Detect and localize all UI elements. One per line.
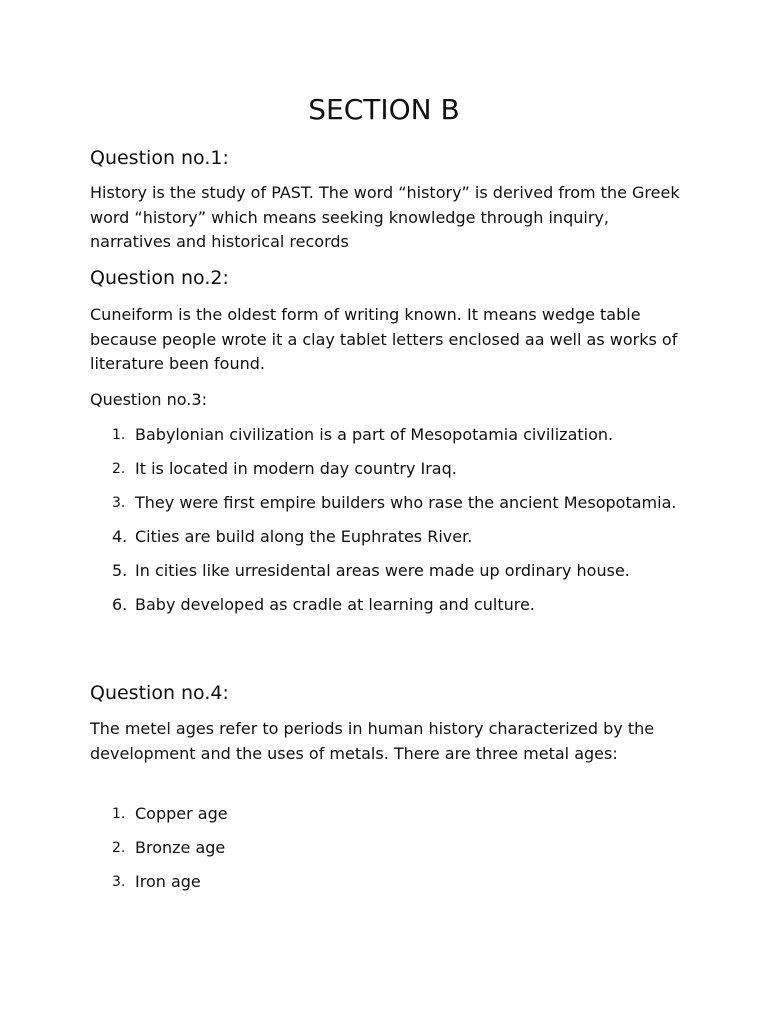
- question-2-heading: Question no.2:: [90, 267, 229, 289]
- list-item: [90, 870, 690, 894]
- list-item-number: 2.: [112, 840, 126, 856]
- question-3-list: [90, 423, 690, 617]
- list-item-number: 1.: [112, 806, 126, 822]
- list-item: [90, 457, 690, 481]
- list-item-number: 2.: [112, 461, 126, 477]
- list-item-text: It is located in modern day country Iraq.: [135, 459, 457, 478]
- list-item: [90, 802, 690, 826]
- section-title: SECTION B: [308, 93, 460, 126]
- list-item-text: In cities like urresidental areas were made up ordinary house.: [135, 561, 630, 580]
- list-item-number: 4.: [112, 527, 128, 546]
- list-item-text: Iron age: [135, 872, 201, 891]
- list-item: [90, 525, 690, 549]
- list-item: [90, 423, 690, 447]
- list-item-text: Cities are build along the Euphrates River.: [135, 527, 473, 546]
- question-4-list: [90, 802, 690, 894]
- question-1-heading: Question no.1:: [90, 147, 229, 169]
- question-4-answer: The metel ages refer to periods in human history characterized by the development and the uses of metals. There are three metal ages:: [90, 719, 655, 763]
- list-item-number: 1.: [112, 427, 126, 443]
- list-item: [90, 491, 690, 515]
- list-item-text: Baby developed as cradle at learning and culture.: [135, 595, 535, 614]
- list-item-number: 3.: [112, 874, 126, 890]
- question-2-answer: Cuneiform is the oldest form of writing known. It means wedge table because people wrote it a clay tablet letters enclosed aa well as works of literature been found.: [90, 305, 678, 373]
- list-item-number: 6.: [112, 595, 128, 614]
- list-item-text: They were first empire builders who rase the ancient Mesopotamia.: [135, 493, 677, 512]
- question-3-heading: Question no.3:: [90, 390, 207, 409]
- list-item-number: 5.: [112, 561, 128, 580]
- question-4-heading: Question no.4:: [90, 682, 229, 704]
- list-item: [90, 593, 690, 617]
- list-item-text: Copper age: [135, 804, 228, 823]
- question-1-answer: History is the study of PAST. The word “history” is derived from the Greek word “history” which means seeking knowledge through inquiry, narratives and historical records: [90, 183, 680, 251]
- list-item-number: 3.: [112, 495, 126, 511]
- list-item-text: Babylonian civilization is a part of Mesopotamia civilization.: [135, 425, 614, 444]
- list-item: [90, 836, 690, 860]
- list-item: [90, 559, 690, 583]
- list-item-text: Bronze age: [135, 838, 226, 857]
